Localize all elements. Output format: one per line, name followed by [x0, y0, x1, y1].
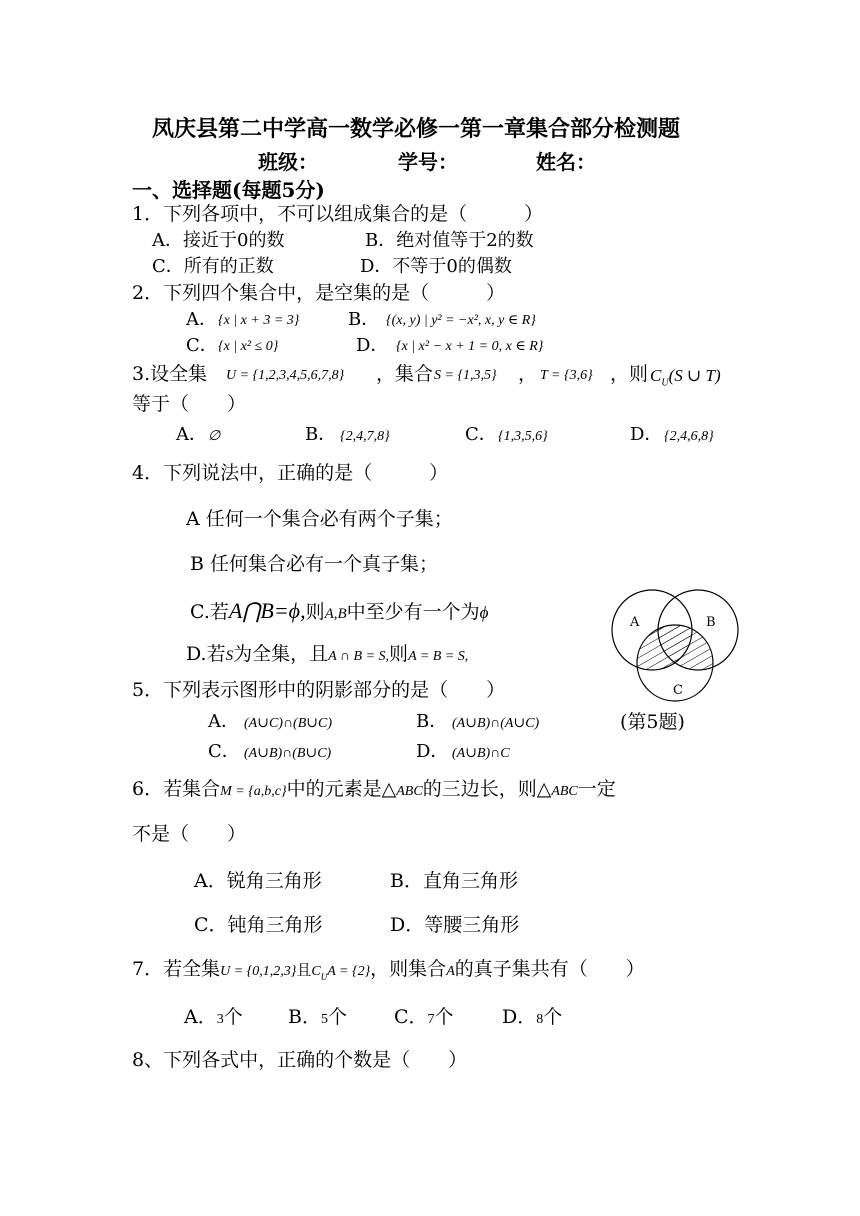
question-3-option-a-label: A． — [176, 424, 207, 445]
question-4-option-b: B 任何集合必有一个真子集； — [190, 553, 439, 575]
question-2-stem: 2．下列四个集合中，是空集的是（ ） — [132, 282, 506, 304]
question-2-option-b-label: B． — [348, 309, 380, 330]
question-3-option-a: ∅ — [208, 429, 221, 444]
question-5-option-d: (A∪B)∩C — [452, 746, 510, 761]
question-1-option-c: C．所有的正数 — [152, 256, 274, 277]
question-3-text-2: ， — [518, 363, 538, 385]
question-7-option-b: B．5个 — [288, 1006, 347, 1028]
question-5-option-b-label: B． — [416, 711, 448, 732]
question-6-option-c: C．钝角三角形 — [194, 914, 323, 936]
student-name-label: 姓名： — [536, 150, 596, 174]
question-6-option-a: A．锐角三角形 — [194, 870, 322, 892]
question-7-option-d: D．8个 — [502, 1006, 563, 1028]
question-2-option-a: {x | x + 3 = 3} — [218, 313, 300, 328]
student-id-label: 学号： — [398, 150, 458, 174]
question-4-stem: 4．下列说法中，正确的是（ ） — [132, 462, 449, 484]
question-5-option-a-label: A． — [208, 711, 239, 732]
question-1-option-d: D．不等于0的偶数 — [360, 256, 512, 277]
question-5-caption: (第5题) — [620, 711, 685, 733]
question-3-complement: $C_U(S$ ∪ T) — [650, 366, 721, 389]
question-6-stem-line2: 不是（ ） — [132, 823, 247, 845]
question-5-option-b: (A∪B)∩(A∪C) — [452, 716, 540, 731]
question-3-option-b: {2,4,7,8} — [340, 429, 390, 444]
question-5-option-c-label: C． — [208, 741, 240, 762]
question-3-text-3: ，则 — [610, 363, 649, 385]
question-1-option-b: B．绝对值等于2的数 — [365, 230, 534, 251]
class-label: 班级： — [258, 150, 318, 174]
question-2-option-d-label: D． — [356, 335, 389, 356]
question-3-option-d-label: D． — [630, 424, 663, 445]
venn-diagram — [605, 588, 745, 708]
question-2-option-a-label: A． — [186, 309, 217, 330]
venn-label-b: B — [706, 615, 716, 630]
section-heading: 一、选择题(每题5分) — [132, 178, 325, 202]
question-3-option-d: {2,4,6,8} — [664, 429, 714, 444]
question-7-option-a: A．3个 — [184, 1006, 243, 1028]
question-5-stem: 5．下列表示图形中的阴影部分的是（ ） — [132, 679, 506, 701]
question-7-stem: 7．若全集U = {0,1,2,3}且$C_UA = \{2\}$，则集合A的真子集共有（ ） — [132, 958, 645, 982]
question-8-stem: 8、下列各式中，正确的个数是（ ） — [132, 1049, 468, 1071]
question-3-option-b-label: B． — [305, 424, 337, 445]
question-3-text-1: ，集合 — [376, 363, 434, 385]
question-3-option-c: {1,3,5,6} — [498, 429, 548, 444]
question-3-stem-prefix: 3.设全集 — [132, 363, 208, 385]
question-2-option-d: {x | x² − x + 1 = 0, x ∈ R} — [396, 339, 544, 354]
question-2-option-c: {x | x² ≤ 0} — [218, 339, 279, 354]
question-6-option-d: D．等腰三角形 — [390, 914, 520, 936]
venn-label-c: C — [673, 683, 683, 698]
question-4-option-d: D.若S为全集，且A ∩ B = S,则A = B = S, — [186, 643, 469, 665]
question-6-stem: 6．若集合M = {a,b,c}中的元素是△ABC的三边长，则△ABC一定 — [132, 778, 616, 800]
question-2-option-c-label: C． — [186, 335, 218, 356]
page-title: 凤庆县第二中学高一数学必修一第一章集合部分检测题 — [152, 116, 681, 142]
question-7-option-c: C．7个 — [394, 1006, 454, 1028]
question-4-option-c: C.若A⋂B=ϕ,则A,B中至少有一个为ϕ — [190, 598, 489, 623]
question-3-universal-set: U = {1,2,3,4,5,6,7,8} — [226, 368, 345, 383]
venn-label-a: A — [630, 615, 640, 630]
question-5-option-d-label: D． — [416, 741, 449, 762]
question-5-option-a: (A∪C)∩(B∪C) — [244, 716, 332, 731]
question-2-option-b: {(x, y) | y² = −x², x, y ∈ R} — [386, 313, 536, 328]
question-3-option-c-label: C． — [465, 424, 497, 445]
question-3-set-s: S = {1,3,5} — [434, 368, 497, 383]
question-1-option-a: A．接近于0的数 — [152, 230, 285, 251]
question-3-stem-line2: 等于（ ） — [132, 393, 247, 415]
question-3-set-t: T = {3,6} — [540, 368, 593, 383]
question-6-option-b: B．直角三角形 — [390, 870, 518, 892]
question-5-option-c: (A∪B)∩(B∪C) — [244, 746, 332, 761]
question-1-stem: 1．下列各项中，不可以组成集合的是（ ） — [132, 203, 544, 225]
question-4-option-a: A 任何一个集合必有两个子集； — [186, 508, 453, 530]
